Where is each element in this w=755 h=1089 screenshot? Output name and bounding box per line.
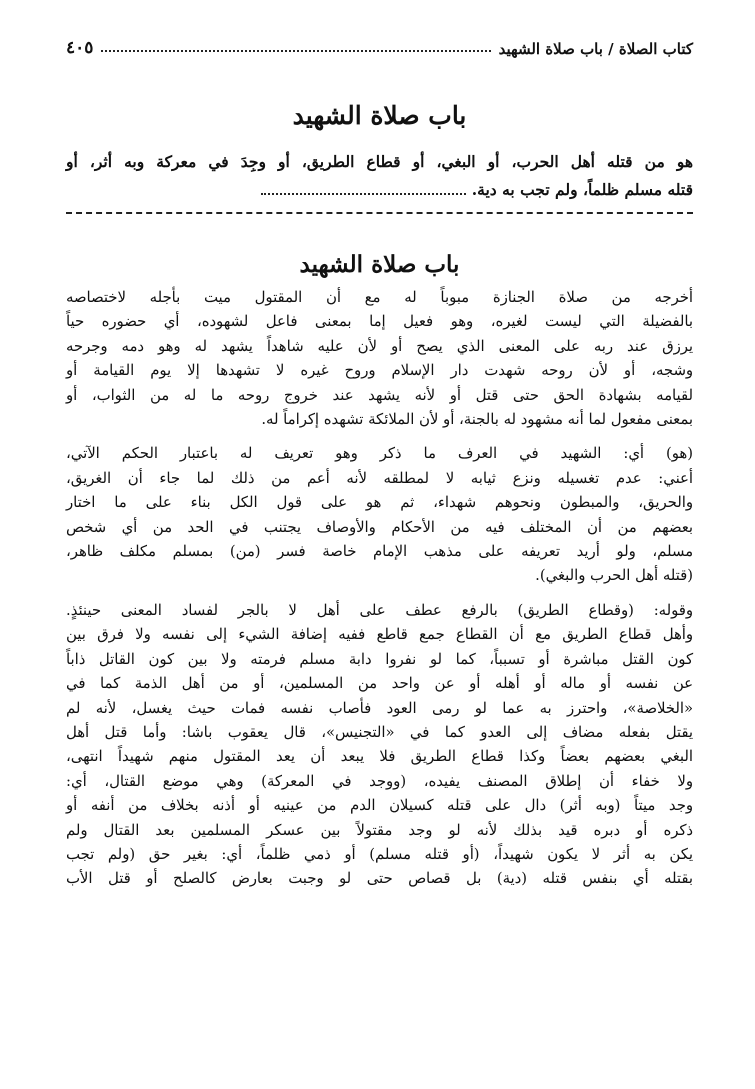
text-line: (قتله أهل الحرب والبغي). — [535, 567, 693, 585]
commentary-paragraph — [66, 286, 693, 432]
text-line: وجد ميتاً (وبه أثر) دال على قتله كسيلان الدم من عينيه أو أذنه بخلاف من أنفه أو — [66, 797, 693, 815]
text-line: بعضهم من أن المختلف فيه من الأحكام والأوصاف يجتنب في الحد من أي شخص — [66, 518, 693, 536]
text-line: ولا خفاء أن إطلاق المصنف يفيده، (ووجد في المعركة) وهي موضع القتال، أي: — [66, 772, 693, 790]
text-line: لقيامه بشهادة الحق حتى قتل أو لأنه يشهد عند خروج روحه ما له من الثواب، أو — [66, 386, 693, 404]
text-line: «الخلاصة»، واحترز به عما لو رمى العود فأصاب نفسه فمات حيث يغسل، لأنه لم — [66, 699, 693, 717]
text-line: يكن به أثر لا يكون شهيداً، (أو قتله مسلم) أو ذمي ظلماً، أي: بغير حق (ولم تجب — [66, 845, 693, 863]
text-line: كون القتل مباشرة أو تسبباً، كما لو نفروا دابة مسلم فرمته ولا بين كون القاتل ذاباً — [66, 650, 693, 668]
text-line: وشجه، أو لأن روحه شهدت دار الإسلام وروح غيره لا تشهدها إلا يوم القيامة أو — [66, 362, 693, 380]
text-line: أخرجه من صلاة الجنازة مبوباً له مع أن المقتول ميت بأجله لاختصاصه — [66, 289, 693, 306]
text-line: بقتله أي بنفس قتله (دية) بل قصاص حتى لو وجبت بعارض كالصلح أو قتل الأب — [66, 870, 693, 888]
text-line: عن نفسه أو ماله أو أهله أو عن واحد من المسلمين، أو من أهل الذمة كما في — [66, 675, 693, 693]
text-line: أعني: عدم تغسيله ونزع ثيابه لا لمطلقه لأنه أعم من ذلك لما جاء أن الغريق، — [66, 469, 693, 487]
text-line: يرزق عند ربه على المعنى الذي يصح أو لأن عليه شاهداً يشهد له وهو دمه وجرحه — [66, 337, 693, 355]
dashed-separator — [66, 212, 693, 214]
commentary-heading: باب صلاة الشهيد — [299, 251, 460, 278]
page-number: ٤٠٥ — [66, 38, 94, 58]
commentary-paragraph — [66, 599, 693, 892]
text-line: وقوله: (وقطاع الطريق) بالرفع عطف على أهل لا بالجر لفساد المعنى حينئذٍ. — [66, 601, 693, 619]
text-line: (هو) أي: الشهيد في العرف ما ذكر وهو تعريف له باعتبار الحكم الآتي، — [66, 445, 693, 463]
running-head-leader-dots — [101, 50, 490, 52]
chapter-heading: باب صلاة الشهيد — [292, 101, 467, 130]
text-line: يقتل بفعله مضاف إلى العدو كما في «التجنيس»، قال يعقوب باشا: وأما قتل أهل — [66, 723, 693, 741]
text-line: البغي بعضهم بعضاً وكذا قطاع الطريق فلا يبعد أن يعد المقتول منهم شهيداً انتهى، — [66, 748, 693, 766]
text-line: ذكره أو دبره قيد بذلك لأنه لو وجد مقتولاً بين عسكر المسلمين بعد القتال ولم — [66, 821, 693, 839]
text-line: بالفضيلة التي ليست لغيره، وهو فعيل إما بمعنى فاعل لشهوده، أي حضوره حياً — [66, 313, 693, 331]
text-line: مسلم، ولو أريد تعريفه على مذهب الإمام خاصة فسر (من) بمسلم مكلف ظاهر، — [66, 543, 693, 561]
commentary-paragraph — [66, 442, 693, 588]
matn-text — [66, 148, 693, 204]
text-line: وأهل قطاع الطريق مع أن القطاع جمع قاطع ففيه إضافة الشيء إلى نفسه ولا فرق بين — [66, 626, 693, 644]
running-head — [66, 30, 693, 58]
text-line: بمعنى مفعول لما أنه مشهود له بالجنة، أو لأن الملائكة تشهده إكراماً له. — [261, 411, 693, 429]
matn-line: هو من قتله أهل الحرب، أو البغي، أو قطاع الطريق، أو وجِدَ في معركة وبه أثر، أو — [66, 152, 693, 171]
text-line: والحريق، والمبطون ونحوهم شهداء، ثم هو على قول الكل بناء على ما اختار — [66, 494, 693, 512]
running-head-title: كتاب الصلاة / باب صلاة الشهيد — [498, 40, 693, 58]
matn-leader-dots — [261, 193, 466, 195]
matn-line: قتله مسلم ظلماً، ولم تجب به دية. — [471, 180, 693, 199]
